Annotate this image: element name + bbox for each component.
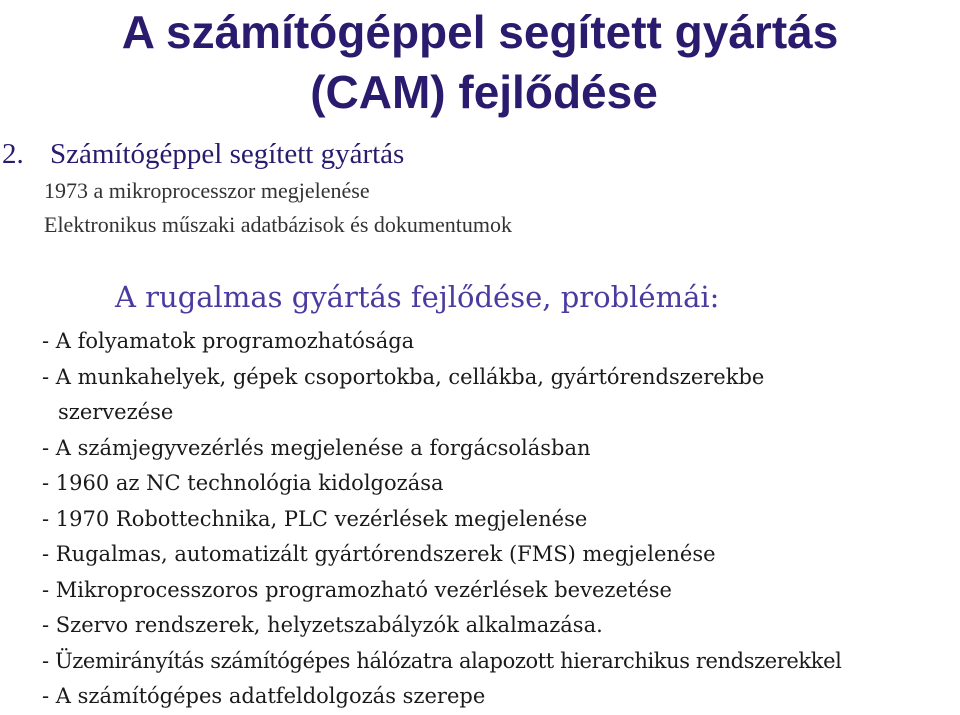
page-title-line-1: A számítógéppel segített gyártás: [121, 6, 839, 58]
list-item: - A folyamatok programozhatósága: [42, 329, 415, 353]
list-item: - Mikroprocesszoros programozható vezérlések bevezetése: [42, 577, 672, 602]
intro-line: 1973 a mikroprocesszor megjelenése: [44, 178, 370, 203]
list-item: - A számítógépes adatfeldolgozás szerepe: [42, 684, 486, 708]
page-title-line-2: (CAM) fejlődése: [310, 66, 658, 118]
section-number: 2.: [2, 138, 24, 170]
section-heading-text: Számítógéppel segített gyártás: [50, 138, 405, 170]
section-heading: [0, 136, 404, 172]
list-item: - Rugalmas, automatizált gyártórendszerek (FMS) megjelenése: [42, 542, 716, 566]
bullet-list: [42, 324, 841, 715]
list-item: - A munkahelyek, gépek csoportokba, cellákba, gyártórendszerekbe: [42, 364, 765, 389]
list-item: - 1960 az NC technológia kidolgozása: [42, 471, 444, 495]
page-title: [0, 0, 960, 122]
list-item: - Üzemirányítás számítógépes hálózatra alapozott hierarchikus rendszerekkel: [42, 648, 842, 673]
subheading: A rugalmas gyártás fejlődése, problémái:: [115, 280, 720, 314]
section-intro: [44, 174, 512, 242]
list-item: - Szervo rendszerek, helyzetszabályzók alkalmazása.: [42, 613, 603, 637]
intro-line: Elektronikus műszaki adatbázisok és dokumentumok: [44, 212, 513, 237]
list-item: - A számjegyvezérlés megjelenése a forgácsolásban: [42, 435, 591, 460]
list-item: - 1970 Robottechnika, PLC vezérlések megjelenése: [42, 506, 588, 531]
list-item-continuation: szervezése: [58, 400, 174, 424]
